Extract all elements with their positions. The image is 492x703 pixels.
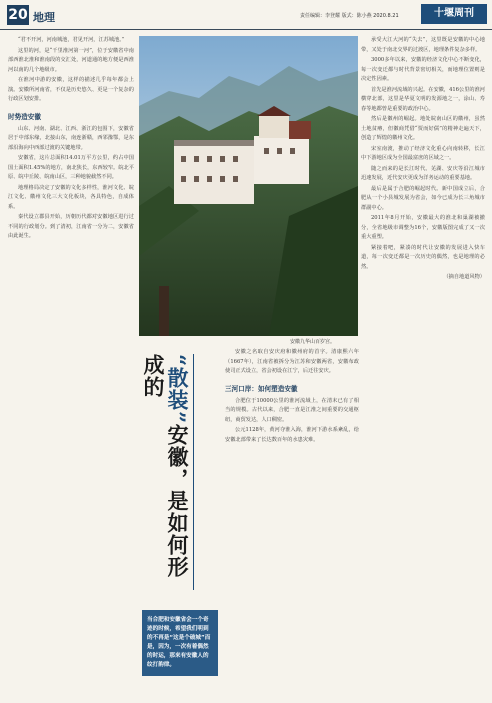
subheading: 时势造安徽 (8, 112, 41, 121)
paragraph: 在淮河中游的安徽，这样的描述几乎每年都会上演。安徽所河南省，不仅是历史悠久、更是一个复杂的行政区划安排。 (8, 77, 134, 102)
article-column-2 (225, 348, 359, 696)
section-title: 地理 (33, 11, 55, 24)
pull-quote: 当合肥和安徽省会一个奇迹的时候，希望我们明到的不再是“这是个破城”而是，因为，一次有着偶然的时运，那来有安徽人的纹打韵律。 (142, 610, 218, 676)
paragraph: 这里的河，是“千里淮河第一河”，位于安徽省中南部西淮北淮和淮南段的交汇处，河道通的地方便是西淮河以南的几个地级市。 (8, 47, 134, 73)
title-prefix: “散装” (165, 354, 190, 425)
paragraph: 紧接着吧，紧凑的时代让安徽的发展进入快车道，每一次变迁都是一次历史的偶然，也是地理的必然。 (361, 244, 485, 270)
article-column-4 (361, 36, 485, 696)
paragraph: 山东、河南、湖北、江西、浙江的包围下，安徽省居于中部东缘，北接山东，南连浙赣，西邻豫鄂，是东部沿海向中西部过渡的关键地带。 (8, 125, 134, 151)
paragraph: 安徽之名取自安庆府和徽州府的首字。清康熙六年（1667年），江南省被拆分为江苏和安徽两省，安徽布政使司正式设立，省会初设在江宁，后迁往安庆。 (225, 349, 359, 374)
paragraph: 地理格局决定了安徽的文化多样性，淮河文化、皖江文化、徽州文化三大文化板块，各具特色，自成体系。 (8, 184, 134, 210)
paragraph: 随之而来的是长江时代。芜湖、安庆等沿江城市迅速发展，近代安庆更成为洋务运动的重要基地。 (361, 165, 485, 181)
paragraph: “君不开河，河南城池，君见开河，江苏城池。” (18, 37, 125, 43)
newspaper-brand: 十堰周刊 (421, 4, 487, 24)
mountain-temple-photo (139, 36, 358, 336)
paragraph: 宋室南渡，推动了经济文化重心向南转移，长江中下游地区成为全国最富庶的区域之一。 (361, 145, 485, 161)
paragraph: 最后是属于合肥的崛起时代。新中国成立后，合肥从一个小县城发展为省会，如今已成为长三角城市群副中心。 (361, 185, 485, 211)
page-header (0, 0, 492, 30)
editor-credits: 责任编辑：李登耀 版式：陈小燕 2020.8.21 (300, 13, 399, 19)
paragraph: 3000多年以来，安徽的经济文化中心不断变化，每一次变迁都与时代背景密切相关，而地理位置则是决定性因素。 (361, 57, 485, 82)
paragraph: 公元1128年，黄河夺淮入海，淮河下游水系紊乱，给安徽北部带来了长达数百年的水患灾难。 (225, 427, 359, 443)
photo-caption: 安徽九华山百岁宫。 (290, 339, 336, 345)
paragraph: 安徽省，这片总面积14.01万平方公里，约占中国国土面积1.45%的地方，南北狭长，东西较窄。皖北平原、皖中丘陵、皖南山区，三种地貌截然不同。 (8, 155, 134, 180)
source-credit: （摘自地道风物） (443, 274, 485, 280)
article-column-1 (8, 36, 134, 696)
subheading: 三河口岸：如何塑造安徽 (225, 384, 298, 393)
paragraph: 合肥位于10000公里的淮河流域上，在清末已有了相当的规模。古代以来，合肥一直是江淮之间重要的交通枢纽，商贸发达，人口稠密。 (225, 397, 359, 423)
paragraph: 承受大江大河的“失去”，这里既是安徽的中心地带，又处于南北交界的过渡区，地理条件复杂多样。 (361, 37, 485, 53)
page-number: 20 (8, 7, 28, 23)
paragraph: 秦代设立郡县开始，历朝历代都对安徽地区进行过不同的行政划分。到了清初，江南省一分为二，安徽省由此诞生。 (8, 214, 134, 239)
title-block (139, 348, 221, 696)
article-title (141, 354, 189, 594)
photo-illustration (139, 36, 358, 336)
paragraph: 首先是淮河流域的兴起。在安徽，416公里的淮河横穿北部，这里是华夏文明的发源地之一，涂山、寿春等地都曾是重要的政治中心。 (361, 86, 485, 112)
paragraph: 然后是徽州的崛起。地处皖南山区的徽州，虽然土地贫瘠，但徽商凭借“贾而好儒”的精神走遍天下，创造了辉煌的徽州文化。 (361, 116, 485, 141)
title-main: 安徽，是如何形成的 (141, 354, 190, 579)
title-divider (193, 354, 194, 590)
paragraph: 2011年8月开始，安徽最大的淮北和巢湖被撤分，全省地级市调整为16个，安徽版图完成了又一次重大重塑。 (361, 215, 485, 240)
